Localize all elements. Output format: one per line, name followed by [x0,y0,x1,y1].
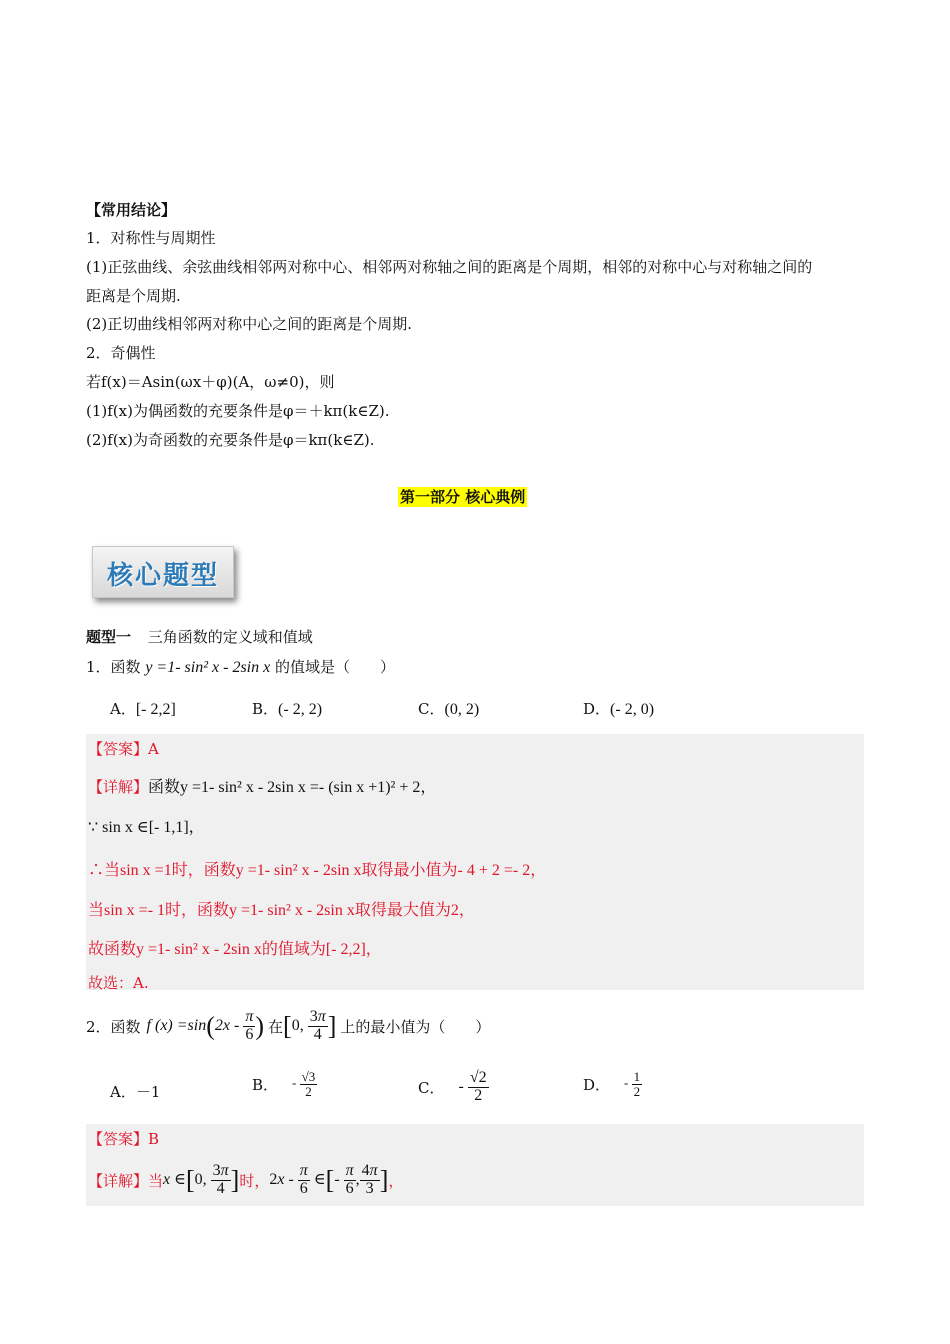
item1-paragraph2: (2)正切曲线相邻两对称中心之间的距离是个周期. [86,315,413,333]
q2-mid: 在 [268,1017,284,1036]
q2-answer [88,1128,159,1149]
answer-label: 【答案】 [88,740,149,758]
q2-detail [88,1158,403,1202]
conclusions-heading: 【常用结论】 [86,201,177,219]
item2-paragraph1: (1)f(x)为偶函数的充要条件是φ＝＋kπ(k∈Z). [86,402,390,420]
detail-text-start: 当 [148,1171,164,1190]
q2-argument: (2x - $\frac{\pi}{6}$ ) [206,1007,265,1043]
topic-label: 题型一 [86,628,132,646]
option-letter: C． [418,700,445,718]
q1-detail-line-1 [88,774,436,797]
option-letter: D． [583,700,611,718]
detail-text-mid: 时， [239,1171,270,1190]
q2-interval: [0, $\frac{3\pi}{4}$ ] [283,1007,337,1043]
item2-condition: 若f(x)＝Asin(ωx＋φ)(A，ω≠0)，则 [86,373,335,391]
q1-detail-line-3: ∴当sin x =1时，函数y =1- sin² x - 2sin x取得最小值为- 4 + 2 =- 2， [88,862,547,879]
q2-expression: f (x) =sin [146,1017,207,1034]
option-value: －1 [135,1083,161,1101]
q1-number: 1．函数 [86,658,141,676]
q1-expression: y =1- sin² x - 2sin x [145,659,271,676]
detail-math-2: 2x - $\frac{\pi}{6}$ ∈[- $\frac{\pi}{6}$ , $\frac{4\pi}{3}$ ] [269,1161,389,1197]
q2-number: 2．函数 [86,1017,141,1036]
item2-title: 2．奇偶性 [86,344,156,362]
item2-paragraph2: (2)f(x)为奇函数的充要条件是φ＝kπ(k∈Z). [86,431,375,449]
option-value: - $\frac{√3}{2}$ [292,1069,316,1099]
core-topic-logo [92,546,234,598]
option-letter: C． [418,1078,445,1097]
option-value: - $\frac{1}{2}$ [624,1069,641,1099]
option-letter: A． [110,700,136,718]
item1-paragraph1: (1)正弦曲线、余弦曲线相邻两对称中心、相邻两对称轴之间的距离是个周期，相邻的对称中心与对称轴之间的 [86,258,813,276]
option-letter: B． [252,1075,279,1094]
q1-detail-line-6: 故选：A. [88,974,149,992]
q1-answer [88,738,159,759]
answer-value: B [148,1130,160,1148]
q1-option-a[interactable] [110,698,176,719]
option-value: - $\frac{√2}{2}$ [458,1069,487,1104]
q1-tail: 的值域是（ ） [275,658,396,676]
q1-option-c[interactable] [418,698,479,719]
q2-option-c[interactable] [418,1070,489,1105]
option-value: (- 2, 2) [278,701,323,718]
answer-label: 【答案】 [88,1130,149,1148]
option-letter: B． [252,700,279,718]
detail-label: 【详解】 [88,1171,149,1190]
detail-text: 函数y =1- sin² x - 2sin x =- (sin x +1)² + 2， [148,779,437,796]
q1-detail-line-5: 故函数y =1- sin² x - 2sin x的值域为[- 2,2]， [88,941,382,958]
topic-heading [86,626,313,647]
section-title: 第一部分 核心典例 [400,488,526,506]
logo-text: 核心题型 [107,561,220,591]
option-value: (- 2, 0) [610,701,655,718]
q1-stem [86,656,395,677]
option-letter: D． [583,1075,611,1094]
q2-option-a[interactable] [110,1081,160,1102]
answer-value: A [148,740,159,758]
q1-option-d[interactable] [583,698,654,719]
item1-paragraph1-cont: 距离是个周期. [86,287,181,305]
q1-option-b[interactable] [252,698,322,719]
option-value: [- 2,2] [135,701,176,718]
detail-text-end: ， [388,1171,404,1190]
q1-detail-line-2: ∵ sin x ∈[- 1,1]， [88,819,205,836]
q2-option-b[interactable] [252,1070,317,1098]
detail-label: 【详解】 [88,778,149,796]
q1-detail-line-4: 当sin x =- 1时，函数y =1- sin² x - 2sin x取得最大值为2， [88,902,475,919]
option-letter: A． [110,1083,136,1101]
topic-title: 三角函数的定义域和值域 [147,628,313,646]
q2-stem [86,1003,490,1049]
q2-tail: 上的最小值为（ ） [340,1017,491,1036]
detail-math: x ∈[0, $\frac{3\pi}{4}$ ] [163,1161,240,1197]
item1-title: 1．对称性与周期性 [86,229,216,247]
option-value: (0, 2) [444,701,480,718]
q2-option-d[interactable] [583,1070,642,1098]
